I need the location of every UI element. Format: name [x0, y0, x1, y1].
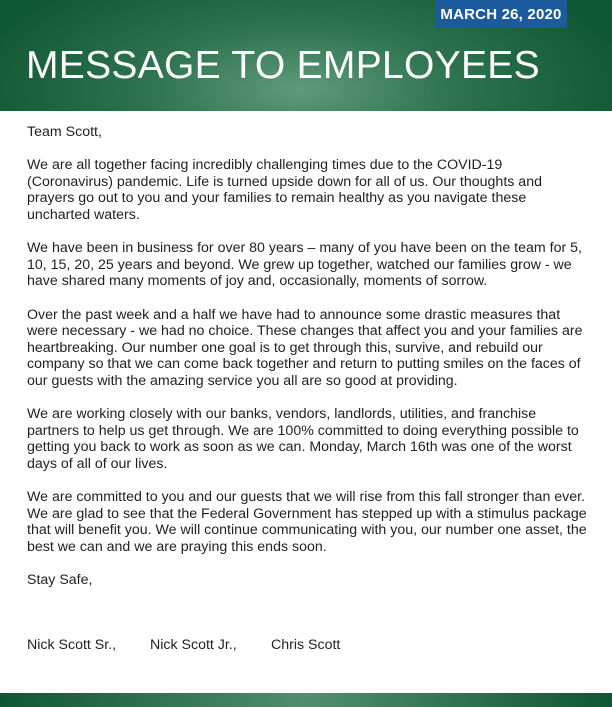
paragraph-5: We are committed to you and our guests that we will rise from this fall stronger than ever. We are glad to see that the Federal Government has stepped up with a stimulus package that will benefit you. We will continue communicating with you, our number one asset, the best we can and we are praying this ends soon. — [27, 489, 587, 555]
greeting: Team Scott, — [27, 124, 102, 140]
date-badge: MARCH 26, 2020 — [435, 0, 567, 28]
footer-bar — [0, 693, 612, 707]
paragraph-3: Over the past week and a half we have had to announce some drastic measures that were necessary - we had no choice. These changes that affect you and your families are heartbreaking. Our number one goal is to get through this, survive, and rebuild our company so that we can come back together and return to putting smiles on the faces of our guests with the amazing service you all are so good at providing. — [27, 306, 583, 389]
letter-body — [27, 124, 592, 605]
signature-chris-scott: Chris Scott — [271, 637, 341, 653]
signature-nick-scott-jr: Nick Scott Jr., — [150, 637, 237, 653]
closing: Stay Safe, — [27, 572, 93, 589]
header-banner — [0, 0, 612, 111]
page-title: MESSAGE TO EMPLOYEES — [26, 44, 540, 87]
paragraph-2: We have been in business for over 80 years – many of you have been on the team for 5, 10, 15, 20, 25 years and beyond. We grew up together, watched our families grow - we have shared many moments of joy and, occasionally, moments of sorrow. — [27, 240, 582, 290]
signature-nick-scott-sr: Nick Scott Sr., — [27, 637, 117, 653]
paragraph-1: We are all together facing incredibly challenging times due to the COVID-19 (Coronavirus) pandemic. Life is turned upside down for all of us. Our thoughts and prayers go out to you and your families to remain healthy as you navigate these uncharted waters. — [27, 157, 542, 223]
paragraph-4: We are working closely with our banks, vendors, landlords, utilities, and franchise partners to help us get through. We are 100% committed to doing everything possible to getting you back to work as soon as we can. Monday, March 16th was one of the worst days of all of our lives. — [27, 406, 579, 472]
